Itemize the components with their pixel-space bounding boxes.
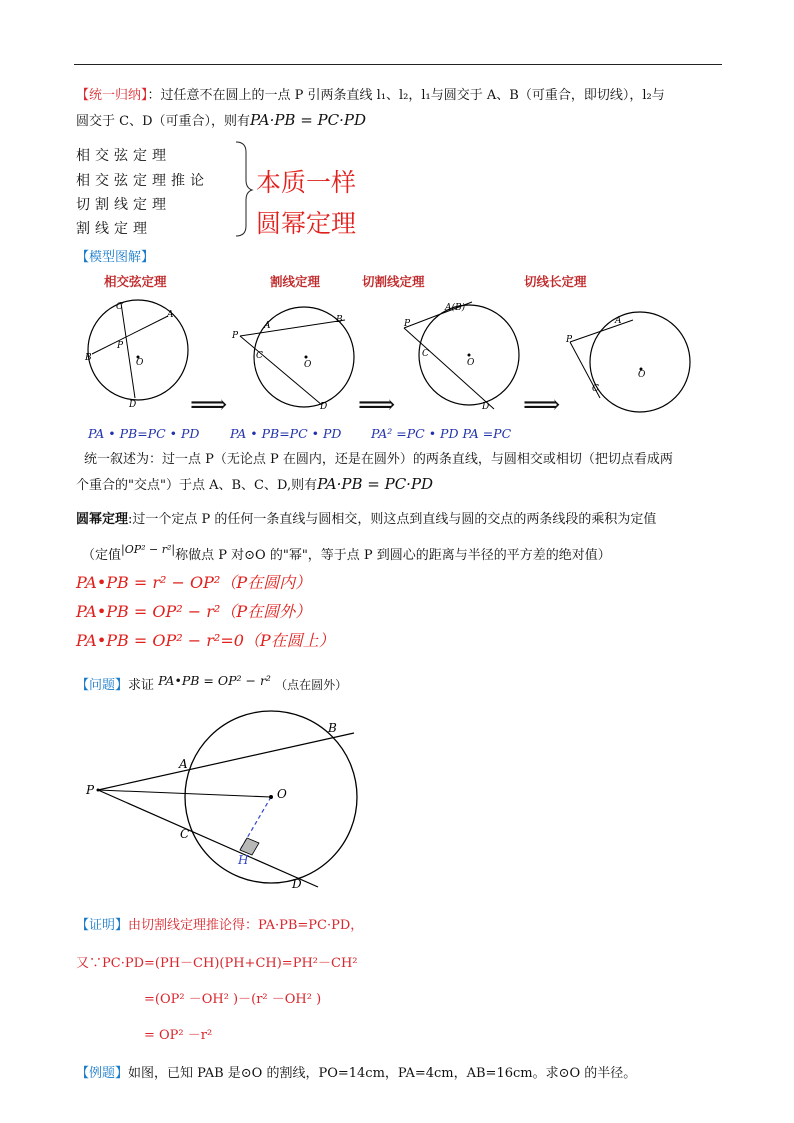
unified-line-1: 统一叙述为：过一点 P（无论点 P 在圆内，还是在圆外）的两条直线，与圆相交或相切（把切点看成两 <box>84 452 673 467</box>
model-arrow-3: ⟹ <box>523 390 561 420</box>
d1-label-d: D <box>129 400 137 410</box>
d3-label-d: D <box>482 402 490 412</box>
d3-label-ab: A(B) <box>445 303 466 313</box>
question-text: 求证 <box>128 678 155 693</box>
q-label-d: D <box>292 877 302 891</box>
summary-formula: PA·PB = PC·PD <box>250 111 367 129</box>
model-label: 【模型图解】 <box>76 250 155 265</box>
model-formula-2: PA • PB=PC • PD <box>230 426 342 441</box>
proof-line-1 <box>76 914 363 933</box>
theorem-item-4: 割线定理 <box>76 221 152 237</box>
proof-line-4: = OP² －r² <box>144 1028 213 1043</box>
proof-line-2: 又∵PC·PD=(PH－CH)(PH+CH)=PH²－CH² <box>76 956 358 971</box>
model-title-2: 割线定理 <box>270 274 321 289</box>
theorem-item-3: 切割线定理 <box>76 197 171 213</box>
summary-text-1: ：过任意不在圆上的一点 P 引两条直线 l₁、l₂，l₁与圆交于 A、B（可重合，即切线），l₂与 <box>147 88 665 103</box>
theorem-note-1: 本质一样 <box>256 168 357 197</box>
q-label-p: P <box>86 783 95 797</box>
d3-label-c: C <box>422 349 429 359</box>
q-label-h: H <box>238 853 249 867</box>
d4-label-o: O <box>638 370 646 380</box>
d4-label-a: A <box>615 316 622 326</box>
theorem-note-2: 圆幂定理 <box>256 209 357 238</box>
proof-line-3: =(OP² －OH² )－(r² －OH² ) <box>144 992 322 1007</box>
d2-label-c: C <box>256 351 263 361</box>
d2-label-b: B <box>336 315 343 325</box>
power-text-2b: 称做点 P 对⊙O 的"幂"，等于点 P 到圆心的距离与半径的平方差的绝对值） <box>175 548 611 563</box>
unified-text-2: 个重合的"交点"）于点 A、B、C、D,则有 <box>76 478 318 493</box>
proof-text-1: 由切割线定理推论得：PA·PB=PC·PD， <box>128 918 364 933</box>
d1-label-a: A <box>167 310 174 320</box>
unified-formula: PA·PB = PC·PD <box>317 475 434 493</box>
power-abs-expr: |OP² − r²| <box>121 543 176 556</box>
power-label: 圆幂定理 <box>76 512 129 527</box>
power-text-1: :过一个定点 P 的任何一条直线与圆相交，则这点到直线与圆的交点的两条线段的乘积为定值 <box>128 512 657 527</box>
q-label-a: A <box>179 757 188 771</box>
d1-label-c: C <box>116 302 123 312</box>
power-formula-on: PA•PB = OP² − r²=0（P在圆上） <box>76 631 335 650</box>
d2-label-a: A <box>264 321 271 331</box>
theorem-item-2: 相交弦定理推论 <box>76 173 209 189</box>
d3-label-p: P <box>404 319 411 329</box>
example-line <box>76 1062 636 1081</box>
question-formula: PA•PB = OP² − r² <box>158 673 271 688</box>
model-title-3: 切割线定理 <box>362 274 425 289</box>
d2-label-d: D <box>320 402 328 412</box>
model-title-1: 相交弦定理 <box>104 274 167 289</box>
model-title-4: 切线长定理 <box>524 274 587 289</box>
d3-label-o: O <box>467 358 475 368</box>
model-formula-3: PA² =PC • PD PA =PC <box>371 426 512 441</box>
question-label: 【问题】 <box>76 678 129 693</box>
question-note: （点在圆外） <box>275 678 348 692</box>
example-text: 如图，已知 PAB 是⊙O 的割线，PO=14cm，PA=4cm，AB=16cm。求⊙O 的半径。 <box>128 1066 637 1081</box>
example-label: 【例题】 <box>76 1066 129 1081</box>
summary-text-2: 圆交于 C、D（可重合），则有 <box>76 114 251 129</box>
d1-label-o: O <box>136 358 144 368</box>
model-arrow-1: ⟹ <box>190 390 228 420</box>
d4-label-p: P <box>566 335 573 345</box>
power-text-2a: （定值 <box>82 548 122 563</box>
model-formula-1: PA • PB=PC • PD <box>88 426 200 441</box>
d1-label-p: P <box>117 341 124 351</box>
d4-label-c: C <box>592 384 599 394</box>
d2-label-o: O <box>304 360 312 370</box>
proof-label: 【证明】 <box>76 918 129 933</box>
summary-label: 【统一归纳】 <box>76 88 148 103</box>
power-formula-inside: PA•PB = r² − OP²（P在圆内） <box>76 573 312 592</box>
model-arrow-2: ⟹ <box>358 390 396 420</box>
q-label-o: O <box>277 787 287 801</box>
q-label-c: C <box>180 827 190 841</box>
d1-label-b: B <box>85 353 92 363</box>
q-label-b: B <box>328 721 337 735</box>
theorem-item-1: 相交弦定理 <box>76 148 171 164</box>
d2-label-p: P <box>232 331 239 341</box>
power-formula-outside: PA•PB = OP² − r²（P在圆外） <box>76 602 312 621</box>
